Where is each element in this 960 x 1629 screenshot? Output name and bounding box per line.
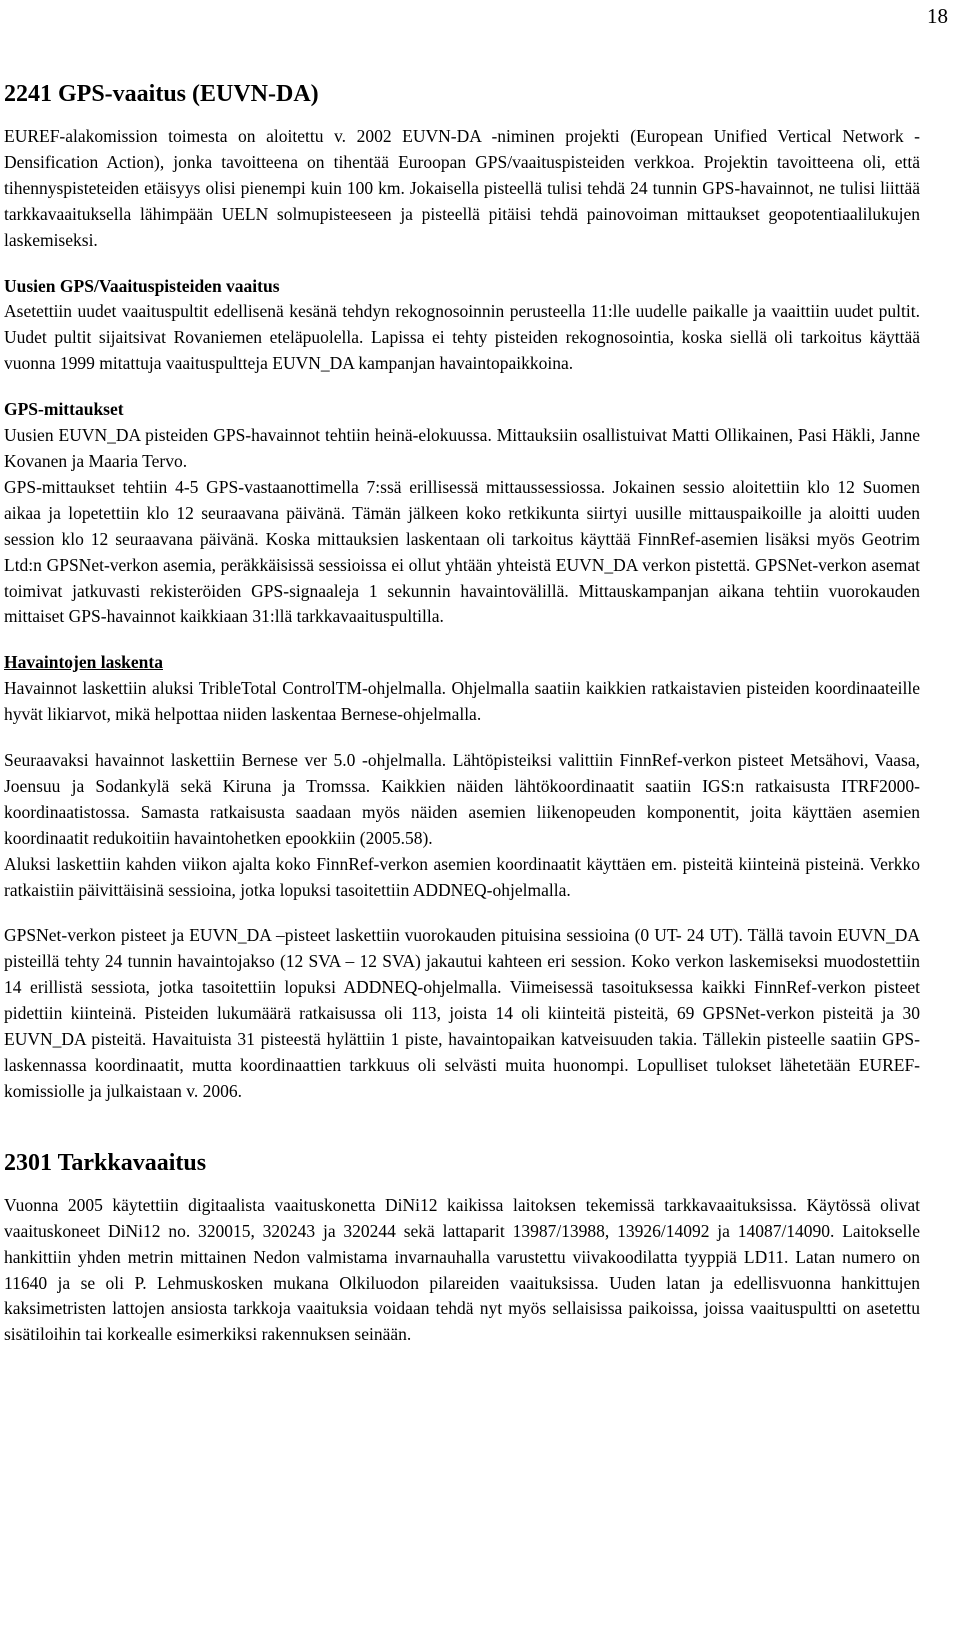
section-heading-gps-leveling: 2241 GPS-vaaitus (EUVN-DA) <box>4 81 319 107</box>
paragraph-computation-4: GPSNet-verkon pisteet ja EUVN_DA –pisteet laskettiin vuorokauden pituisina sessioina (0 UT- 24 UT). Tällä tavoin EUVN_DA pisteillä tehty 24 tunnin havaintojakso (12 SVA – 12 SVA) jakautui kahteen eri session. Koko verkon laskemiseksi muodostettiin 14 erillistä sessiota, jotka tasoitettiin lopuksi ADDNEQ-ohjelmalla. Viimeisessä tasoituksessa kaikki FinnRef-verkon pisteet pidettiin kiinteinä. Pisteiden lukumäärä ratkaisussa oli 113, joista 14 oli kiinteitä pisteitä, 69 GPSNet-verkon pisteitä ja 30 EUVN_DA pisteitä. Havaituista 31 pisteestä hylättiin 1 piste, havaintopaikan katveisuuden takia. Tällekin pisteelle saatiin GPS-laskennassa koordinaatit, mutta koordinaattien tarkkuus oli selvästi muita huonompi. Lopulliset tulokset lähetetään EUREF-komissiolle ja julkaistaan v. 2006. <box>4 925 920 1101</box>
paragraph-precise-leveling: Vuonna 2005 käytettiin digitaalista vaaituskonetta DiNi12 kaikissa laitoksen tekemissä tarkkavaaituksissa. Käytössä olivat vaaituskoneet DiNi12 no. 320015, 320243 ja 320244 sekä lattaparit 13987/13988, 13926/14092 ja 14087/14090. Laitokselle hankittiin yhden metrin mittainen Nedon valmistama invarnauhalla varustettu viivakoodilatta tyyppiä LD11. Latan numero on 11640 ja se oli P. Lehmuskosken mukana Olkiluodon pilareiden vaaituksissa. Uuden latan ja edellisvuonna hankittujen kaksimetristen lattojen ansiosta tarkkoja vaaituksia voidaan tehdä nyt myös sellaisissa paikoissa, joissa vaaituspultti on asetettu sisätiloihin tai korkealle esimerkiksi rakennuksen seinään. <box>4 1194 920 1345</box>
subheading-new-points-leveling: Uusien GPS/Vaaituspisteiden vaaitus <box>4 275 280 296</box>
section-intro-paragraph: EUREF-alakomission toimesta on aloitettu v. 2002 EUVN-DA -niminen projekti (European Unified Vertical Network - Densification Action), jonka tavoitteena on tihentää Euroopan GPS/vaaituspisteiden verkkoa. Projektin tavoitteena oli, että tihennyspisteteiden etäisyys olisi pienempi kuin 100 km. Jokaisella pisteellä tulisi tehdä 24 tunnin GPS-havainnot, ne tulisi liittää tarkkavaaituksella lähimpään UELN solmupisteeseen ja pisteellä pitäisi tehdä painovoiman mittaukset geopotentiaalilukujen laskemiseksi. <box>4 126 920 250</box>
section-heading-precise-leveling: 2301 Tarkkavaaitus <box>4 1149 207 1176</box>
paragraph-gps-measurements-2: GPS-mittaukset tehtiin 4-5 GPS-vastaanottimella 7:ssä erillisessä mittaussessiossa. Jokainen sessio aloitettiin klo 12 Suomen aikaa ja lopetettiin klo 12 seuraavana päivänä. Tämän jälkeen koko retkikunta siirtyi uusille mittauspaikoille ja aloitti uuden session klo 12 seuraavana päivänä. Koska mittauksien laskentaan oli tarkoitus käyttää FinnRef-asemien lisäksi myös Geotrim Ltd:n GPSNet-verkon asemia, peräkkäisissä sessioissa ei ollut yhtään yhteistä EUVN_DA verkon pistettä. GPSNet-verkon asemat toimivat jatkuvasti rekisteröiden GPS-signaaleja 1 sekunnin havaintovälillä. Mittauskampanjan aikana tehtiin vuorokauden mittaiset GPS-havainnot kaikkiaan 31:llä tarkkavaaituspultilla. <box>4 476 920 627</box>
page-content <box>4 80 920 1348</box>
subheading-observation-computation: Havaintojen laskenta <box>4 652 163 673</box>
paragraph-new-points-leveling: Asetettiin uudet vaaituspultit edellisenä kesänä tehdyn rekognosoinnin perusteella 11:lle uudelle paikalle ja vaaittiin uudet pultit. Uudet pultit sijaitsivat Rovaniemen eteläpuolella. Lapissa ei tehty pisteiden rekognosointia, koska siellä oli tarkoitus käyttää vuonna 1999 mitattuja vaaituspultteja EUVN_DA kampanjan havaintopaikkoina. <box>4 301 920 374</box>
paragraph-computation-1: Havainnot laskettiin aluksi TribleTotal ControlTM-ohjelmalla. Ohjelmalla saatiin kaikkien ratkaistavien pisteiden koordinaateille hyvät likiarvot, mikä helpottaa niiden laskentaa Bernese-ohjelmalla. <box>4 678 920 725</box>
paragraph-computation-3: Aluksi laskettiin kahden viikon ajalta koko FinnRef-verkon asemien koordinaatit käyttäen em. pisteitä kiinteinä pisteinä. Verkko ratkaistiin päivittäisinä sessioina, jotka lopuksi tasoitettiin ADDNEQ-ohjelmalla. <box>4 853 920 900</box>
paragraph-computation-2: Seuraavaksi havainnot laskettiin Bernese ver 5.0 -ohjelmalla. Lähtöpisteiksi valittiin FinnRef-verkon pisteet Metsähovi, Vaasa, Joensuu ja Sodankylä sekä Kiruna ja Tromssa. Kaikkien näiden lähtökoordinaatit saatiin IGS:n ratkaisusta ITRF2000-koordinaatistossa. Samasta ratkaisusta saadaan myös näiden asemien liikenopeuden komponentit, joita käyttäen asemien koordinaatit redukoitiin havaintohetken epookkiin (2005.58). <box>4 750 920 848</box>
page-number: 18 <box>927 4 948 28</box>
paragraph-gps-measurements-1: Uusien EUVN_DA pisteiden GPS-havainnot tehtiin heinä-elokuussa. Mittauksiin osallistuivat Matti Ollikainen, Pasi Häkli, Janne Kovanen ja Maaria Tervo. <box>4 425 920 471</box>
subheading-gps-measurements: GPS-mittaukset <box>4 399 124 420</box>
